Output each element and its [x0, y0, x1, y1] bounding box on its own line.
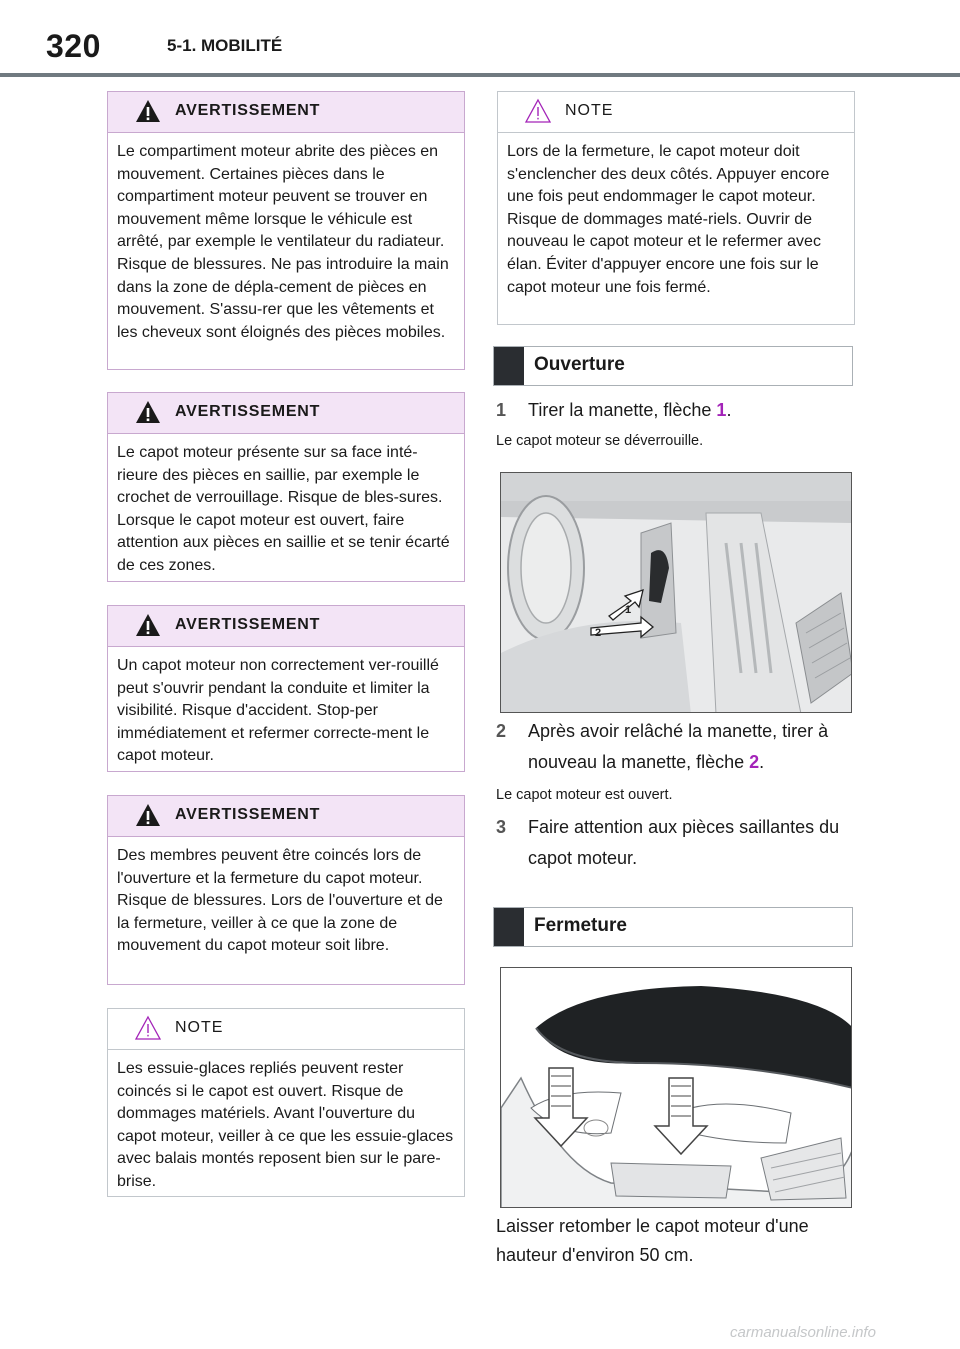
note-label: NOTE [175, 1019, 224, 1036]
arrow-ref: 2 [749, 752, 760, 772]
header-rule [0, 73, 960, 77]
caution-triangle-outline-icon [524, 97, 552, 125]
note-box-closing [497, 91, 855, 325]
step-2 [496, 716, 856, 778]
warning-box-header [108, 606, 464, 647]
warning-box-unlocked-hood [107, 605, 465, 772]
page-number: 320 [46, 28, 101, 64]
section-title: 5-1. MOBILITÉ [167, 36, 283, 55]
warning-triangle-icon [134, 801, 162, 829]
step-text: Tirer la manette, flèche 1. [528, 400, 732, 420]
warning-box-pinching [107, 795, 465, 985]
warning-text: Le compartiment moteur abrite des pièces en mouvement. Certaines pièces dans le compartiment moteur peuvent se trouver en mouvement même lorsque le véhicule est arrêté, par exemple le ventilateur du radiateur. Risque de blessures. Ne pas introduire la main dans la zone de dépla-cement de pièces en mouvement. S'assu-rer que les vêtements et les cheveux sont éloignés des pièces mobiles. [117, 143, 449, 341]
note-box-header [108, 1009, 464, 1050]
footer-watermark: carmanualsonline.info [730, 1324, 876, 1341]
step-1 [496, 395, 856, 426]
note-text: Les essuie-glaces repliés peuvent rester coincés si le capot est ouvert. Risque de dommages matériels. Avant l'ouverture du capot moteur, veiller à ce que les essuie-glaces avec balais montés reposent bien sur le pare-brise. [117, 1060, 454, 1190]
heading-text: Fermeture [534, 915, 627, 936]
warning-label: AVERTISSEMENT [175, 806, 321, 823]
note-text: Lors de la fermeture, le capot moteur doit s'enclencher des deux côtés. Appuyer encore une fois peut endommager le capot moteur. Risque de dommages maté-riels. Ouvrir de nouveau le capot moteur et le refermer avec élan. Éviter d'appuyer encore une fois sur le capot moteur une fois fermé. [507, 143, 830, 296]
figure-hood-release-lever [500, 472, 852, 713]
warning-text: Un capot moteur non correctement ver-rouillé peut s'ouvrir pendant la conduite et limiter la visibilité. Risque d'accident. Stop-per immédiatement et refermer correcte-ment le capot moteur. [117, 657, 439, 765]
note-box-wipers [107, 1008, 465, 1197]
step-2-result: Le capot moteur est ouvert. [496, 787, 673, 803]
caution-triangle-outline-icon [134, 1014, 162, 1042]
step-number: 3 [496, 817, 507, 837]
warning-label: AVERTISSEMENT [175, 616, 321, 633]
warning-label: AVERTISSEMENT [175, 403, 321, 420]
warning-text: Des membres peuvent être coincés lors de l'ouverture et la fermeture du capot moteur. Risque de blessures. Lors de l'ouverture et de la fermeture, veiller à ce que la zone de mouvement du capot moteur soit libre. [117, 847, 443, 955]
warning-triangle-icon [134, 611, 162, 639]
step-1-result: Le capot moteur se déverrouille. [496, 433, 704, 449]
hood-closing-illustration [501, 968, 852, 1208]
step-number: 2 [496, 721, 507, 741]
warning-box-protruding-parts [107, 392, 465, 582]
step-text: Faire attention aux pièces saillantes du capot moteur. [528, 817, 840, 868]
page-header [0, 0, 960, 76]
note-label: NOTE [565, 102, 614, 119]
warning-box-header [108, 393, 464, 434]
warning-triangle-icon [134, 398, 162, 426]
heading-text: Ouverture [534, 354, 625, 375]
heading-opening [493, 346, 853, 386]
heading-marker [494, 347, 524, 385]
warning-triangle-icon [134, 97, 162, 125]
arrow-label-2: 2 [595, 627, 602, 639]
warning-label: AVERTISSEMENT [175, 102, 321, 119]
step-3 [496, 812, 856, 874]
heading-marker [494, 908, 524, 946]
step-number: 1 [496, 400, 507, 420]
note-box-header [498, 92, 854, 133]
warning-box-header [108, 92, 464, 133]
warning-text: Le capot moteur présente sur sa face inté-rieure des pièces en saillie, par exemple le crochet de verrouillage. Risque de bles-sures. Lorsque le capot moteur est ouvert, faire attention aux pièces en saillie et se tenir écarté de ces zones. [117, 444, 450, 574]
warning-box-header [108, 796, 464, 837]
hood-lever-illustration [501, 473, 852, 713]
closing-text: Laisser retomber le capot moteur d'une hauteur d'environ 50 cm. [496, 1216, 809, 1265]
step-text: Après avoir relâché la manette, tirer à nouveau la manette, flèche 2. [528, 721, 829, 772]
warning-box-moving-parts [107, 91, 465, 370]
figure-closing-hood [500, 967, 852, 1208]
arrow-label-1: 1 [625, 604, 632, 616]
arrow-ref: 1 [716, 400, 727, 420]
heading-closing [493, 907, 853, 947]
